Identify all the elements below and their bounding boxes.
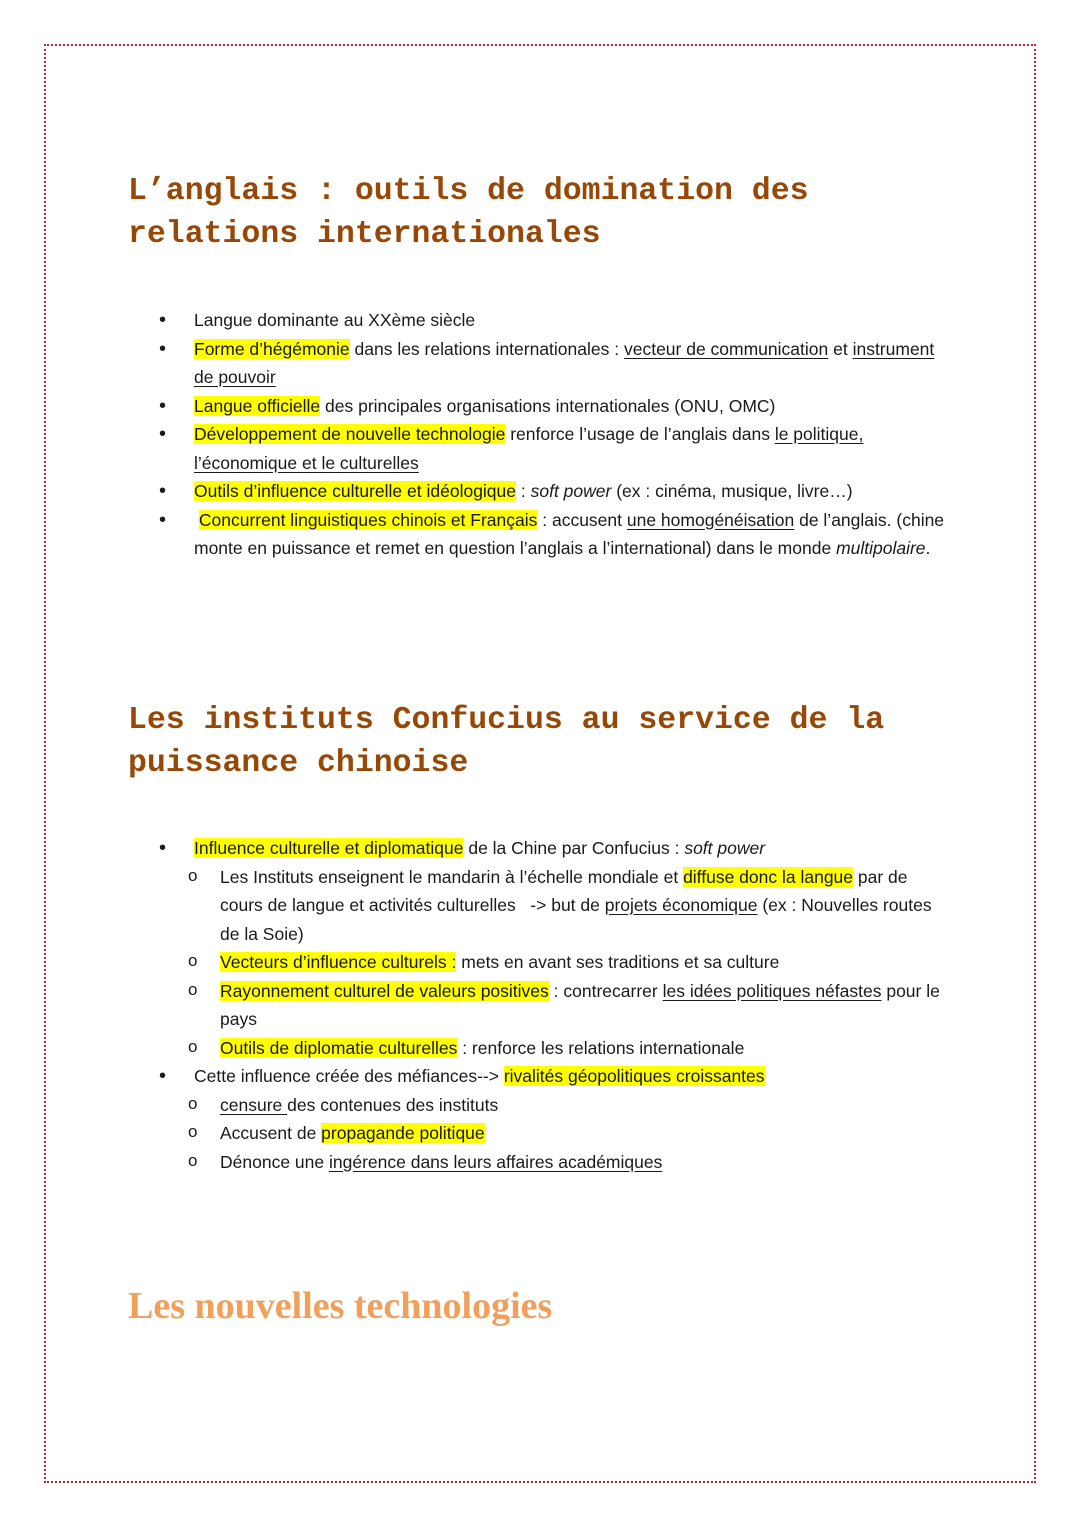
list-item: • Développement de nouvelle technologie renforce l’usage de l’anglais dans le politique, l’économique et le culturelles [155,420,955,477]
list-anglais [155,306,955,563]
list-item: • Outils d’influence culturelle et idéologique : soft power (ex : cinéma, musique, livre…) [155,477,955,506]
sublist-mefiances [155,1091,955,1177]
sublist-influence [155,863,955,1063]
heading-confucius: Les instituts Confucius au service de la puissance chinoise [128,703,885,781]
sublist-item: o Les Instituts enseignent le mandarin à l’échelle mondiale et diffuse donc la langue par de cours de langue et activités culturelles -> but de projets économique (ex : Nouvelles routes de la Soie) [155,863,955,949]
list-item: • Cette influence créée des méfiances--> rivalités géopolitiques croissantes o censure des contenues des instituts o Accusent de propagande politique o Dénonce une ingérence dans leurs affaires académiques [155,1062,955,1176]
list-item: • Langue dominante au XXème siècle [155,306,955,335]
sublist-item: o censure des contenues des instituts [155,1091,955,1120]
sublist-item: o Rayonnement culturel de valeurs positives : contrecarrer les idées politiques néfastes pour le pays [155,977,955,1034]
list-item: • Concurrent linguistiques chinois et Français : accusent une homogénéisation de l’anglais. (chine monte en puissance et remet en question l’anglais a l’international) dans le monde multipolaire. [155,506,955,563]
sublist-item: o Outils de diplomatie culturelles : renforce les relations internationale [155,1034,955,1063]
heading-nouvelles-technologies: Les nouvelles technologies [128,1285,553,1327]
sublist-item: o Accusent de propagande politique [155,1119,955,1148]
sublist-item: o Vecteurs d’influence culturels : mets en avant ses traditions et sa culture [155,948,955,977]
list-confucius [155,834,955,1176]
list-item: • Langue officielle des principales organisations internationales (ONU, OMC) [155,392,955,421]
list-item: • Forme d’hégémonie dans les relations internationales : vecteur de communication et instrument de pouvoir [155,335,955,392]
sublist-item: o Dénonce une ingérence dans leurs affaires académiques [155,1148,955,1177]
list-item: • Influence culturelle et diplomatique de la Chine par Confucius : soft power o Les Instituts enseignent le mandarin à l’échelle mondiale et diffuse donc la langue par de cours de langue et activités culturelles -> but de projets économique (ex : Nouvelles routes de la Soie) o Vecteurs d’influence culturels : mets en avant ses traditions et sa culture o Rayonnement culturel de valeurs positives : contrecarrer les idées politiques néfastes pour le pays o Outils de diplomatie culturelles : renforce les relations internationale [155,834,955,1062]
heading-anglais: L’anglais : outils de domination des relations internationales [128,174,809,252]
